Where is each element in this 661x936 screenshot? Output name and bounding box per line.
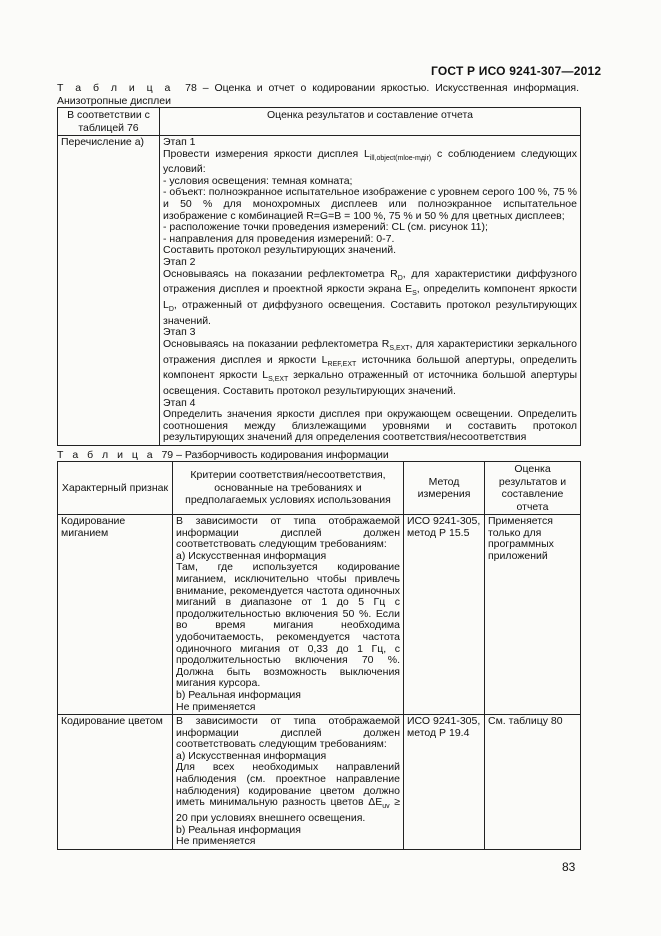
stage-3-text: Основываясь на показании рефлектометра $R_{S,EXT}$, для характеристики зеркального отражения дисплея и яркости $L_{REF,EXT}$ источника большой апертуры, определить компонент яркости $L_{S,EXT}$ зеркально отраженный от источника большой апертуры освещения. Составить протокол результирующих значений.	[163, 337, 578, 397]
stage-2-title: Этап 2	[163, 256, 196, 269]
stage-1-text: Провести измерения яркости дисплея $L_{ill,object(mloe-mдir)}$ с соблюдением следующих условий:	[163, 147, 578, 176]
feature-cell: Кодирование миганием	[58, 515, 173, 715]
stage-4-text: Определить значения яркости дисплея при окружающем освещении. Определить соотношения между близлежащими уровнями и составить протокол результирующих значений для определения соответствия/несоответствия	[163, 408, 577, 444]
caption-text: 79 – Разборчивость кодирования информации	[161, 449, 389, 461]
table-79-caption	[57, 449, 389, 461]
table-79-header-feature: Характерный признак	[58, 462, 173, 515]
table-row	[58, 715, 581, 850]
criteria-cell: В зависимости от типа отображаемой информации дисплей должен соответствовать следующим требованиям: а) Искусственная информация Там, где используется кодирование миганием, исключительно чтобы привлечь внимание, рекомендуется частота одиночных миганий в диапазоне от 1 до 5 Гц с продолжительностью включения 50 %. Если во время мигания необходима удобочитаемость, рекомендуется частота одиночного мигания от 0,33 до 1 Гц, с продолжительностью включения 70 %. Должна быть возможность выключения мигания курсора. b) Реальная информация Не применяется	[173, 515, 404, 715]
caption-prefix: Т а б л и ц а	[57, 449, 156, 461]
condition-object: - объект: полноэкранное испытательное изображение с уровнем серого 100 %, 75 % и 50 % для монохромных дисплеев или полноэкранное испытательное изображение с комбинацией R=G=B = 100 %, 75 % и 50 % для цветных дисплеев;	[163, 186, 577, 222]
table-79	[57, 461, 581, 850]
condition-location: - расположение точки проведения измерений: CL (см. рисунок 11);	[163, 221, 488, 234]
caption-prefix: Т а б л и ц а	[57, 82, 174, 94]
stage-2-text: Основываясь на показании рефлектометра $R_D$, для характеристики диффузного отражения дисплея и проектной яркости экрана $E_S$, определить компонент яркости $L_D$, отраженный от диффузного освещения. Составить протокол результирующих значений.	[163, 267, 578, 327]
stage-4-title: Этап 4	[163, 396, 196, 409]
method-cell: ИСО 9241-305, метод Р 19.4	[404, 715, 485, 850]
table-79-header-criteria: Критерии соответствия/несоответствия, основанные на требованиях и предполагаемых условиях использования	[173, 462, 404, 515]
method-cell: ИСО 9241-305, метод Р 15.5	[404, 515, 485, 715]
table-78	[57, 107, 581, 446]
condition-directions: - направления для проведения измерений: 0-7.	[163, 232, 395, 245]
result-cell: См. таблицу 80	[485, 715, 581, 850]
page-number: 83	[562, 860, 576, 874]
caption-text: 78 – Оценка и отчет о кодировании яркостью. Искусственная информация. Анизотропные дисплеи	[57, 82, 579, 107]
result-cell: Применяется только для программных приложений	[485, 515, 581, 715]
criteria-cell: В зависимости от типа отображаемой информации дисплей должен соответствовать следующим требованиям: а) Искусственная информация Для всех необходимых направлений наблюдения (см. проектное направление наблюдения) кодирование цветом должно иметь минимальную разность цветов $\Delta E_{uv} \ge 20$ при условиях внешнего освещения. b) Реальная информация Не применяется	[173, 715, 404, 850]
stage-1-report: Составить протокол результирующих значений.	[163, 244, 396, 257]
table-row	[58, 515, 581, 715]
condition-lighting: - условия освещения: темная комната;	[163, 174, 353, 187]
table-78-header-evaluation: Оценка результатов и составление отчета	[160, 108, 581, 136]
table-79-header-method: Метод измерения	[404, 462, 485, 515]
feature-cell: Кодирование цветом	[58, 715, 173, 850]
table-78-header-reference: В соответствии с таблицей 76	[58, 108, 160, 136]
document-header: ГОСТ Р ИСО 9241-307—2012	[431, 64, 602, 78]
table-78-row-label: Перечисление а)	[58, 136, 160, 446]
table-78-evaluation-cell	[160, 136, 581, 446]
table-79-header-result: Оценка результатов и составление отчета	[485, 462, 581, 515]
stage-1-title: Этап 1	[163, 136, 196, 148]
table-78-caption	[57, 82, 579, 107]
stage-3-title: Этап 3	[163, 326, 196, 339]
